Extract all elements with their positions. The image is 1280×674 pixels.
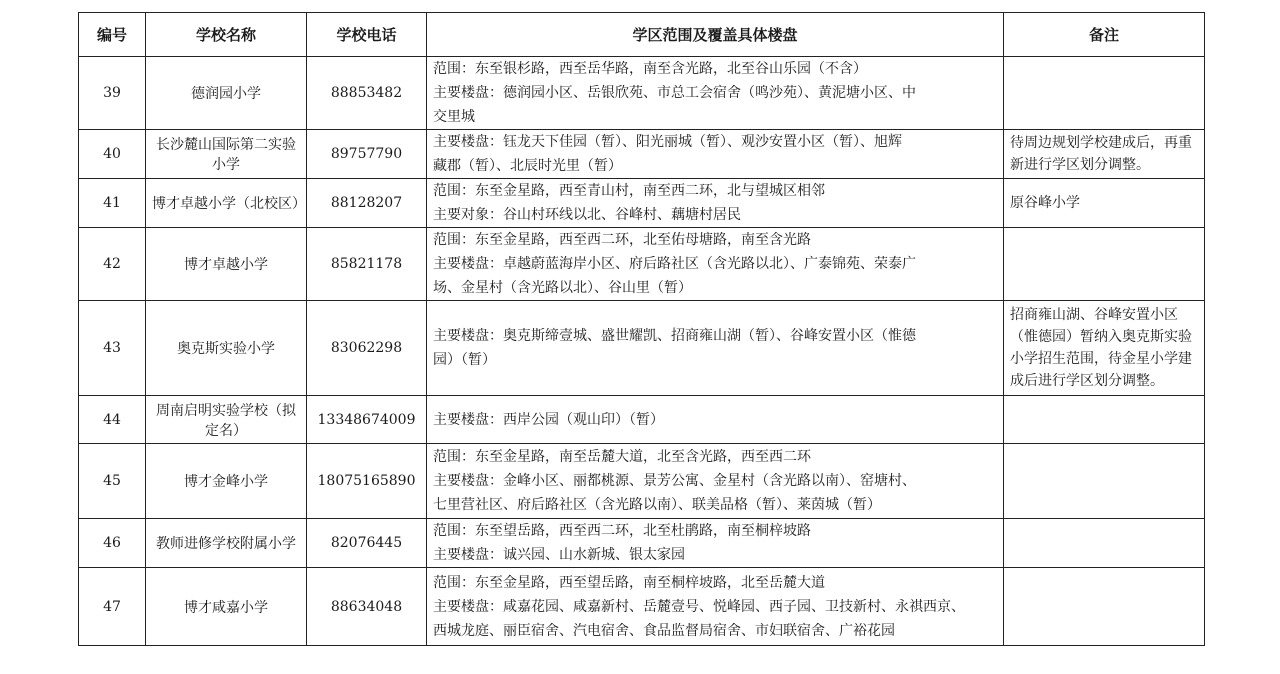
table-row — [79, 444, 1205, 519]
school-name: 教师进修学校附属小学 — [146, 519, 307, 568]
row-number: 39 — [79, 57, 146, 130]
note — [1004, 57, 1205, 130]
district-scope — [427, 519, 1004, 568]
school-phone: 89757790 — [307, 130, 427, 179]
school-name: 周南启明实验学校（拟定名） — [146, 396, 307, 444]
note: 招商雍山湖、谷峰安置小区（惟德园）暂纳入奥克斯实验小学招生范围，待金星小学建成后进行学区划分调整。 — [1004, 301, 1205, 396]
table-row — [79, 228, 1205, 301]
district-scope — [427, 179, 1004, 228]
scope-line: 主要楼盘：金峰小区、丽都桃源、景芳公寓、金星村（含光路以南）、窑塘村、 — [433, 473, 916, 489]
district-scope — [427, 301, 1004, 396]
header-number: 编号 — [79, 13, 146, 57]
row-number: 47 — [79, 568, 146, 646]
note: 待周边规划学校建成后，再重新进行学区划分调整。 — [1004, 130, 1205, 179]
note — [1004, 228, 1205, 301]
scope-line: 场、金星村（含光路以北）、谷山里（暂） — [433, 280, 692, 296]
scope-line: 主要楼盘：钰龙天下佳园（暂）、阳光丽城（暂）、观沙安置小区（暂）、旭辉 — [433, 134, 902, 150]
scope-line: 西城龙庭、丽臣宿舍、汽电宿舍、食品监督局宿舍、市妇联宿舍、广裕花园 — [433, 622, 895, 639]
table-row — [79, 568, 1205, 646]
school-name: 博才卓越小学 — [146, 228, 307, 301]
district-scope — [427, 57, 1004, 130]
district-scope — [427, 568, 1004, 646]
school-phone: 88853482 — [307, 57, 427, 130]
scope-line: 主要楼盘：卓越蔚蓝海岸小区、府后路社区（含光路以北）、广泰锦苑、荣泰广 — [433, 256, 916, 272]
scope-line: 主要楼盘：奥克斯缔壹城、盛世耀凯、招商雍山湖（暂）、谷峰安置小区（惟德 — [433, 328, 916, 344]
school-phone: 82076445 — [307, 519, 427, 568]
district-scope — [427, 130, 1004, 179]
school-phone: 13348674009 — [307, 396, 427, 444]
note — [1004, 444, 1205, 519]
scope-line: 主要对象：谷山村环线以北、谷峰村、藕塘村居民 — [433, 207, 741, 223]
header-school-phone: 学校电话 — [307, 13, 427, 57]
table-row — [79, 57, 1205, 130]
scope-line: 主要楼盘：咸嘉花园、咸嘉新村、岳麓壹号、悦峰园、西子园、卫技新村、永祺西京、 — [433, 598, 965, 615]
school-name: 博才卓越小学（北校区） — [146, 179, 307, 228]
header-school-name: 学校名称 — [146, 13, 307, 57]
scope-line: 范围：东至金星路，南至岳麓大道，北至含光路，西至西二环 — [433, 449, 811, 465]
school-phone: 18075165890 — [307, 444, 427, 519]
scope-line: 范围：东至金星路，西至西二环，北至佑母塘路，南至含光路 — [433, 232, 811, 248]
note — [1004, 568, 1205, 646]
school-name: 博才金峰小学 — [146, 444, 307, 519]
row-number: 41 — [79, 179, 146, 228]
scope-line: 主要楼盘：德润园小区、岳银欣苑、市总工会宿舍（鸣沙苑）、黄泥塘小区、中 — [433, 85, 916, 101]
scope-line: 交里城 — [433, 109, 475, 125]
row-number: 46 — [79, 519, 146, 568]
district-scope — [427, 396, 1004, 444]
row-number: 40 — [79, 130, 146, 179]
row-number: 42 — [79, 228, 146, 301]
scope-line: 范围：东至银杉路，西至岳华路，南至含光路，北至谷山乐园（不含） — [433, 61, 867, 77]
table-row — [79, 179, 1205, 228]
scope-line: 范围：东至望岳路，西至西二环，北至杜鹃路，南至桐梓坡路 — [433, 523, 811, 539]
row-number: 45 — [79, 444, 146, 519]
school-name: 博才咸嘉小学 — [146, 568, 307, 646]
scope-line: 范围：东至金星路，西至望岳路，南至桐梓坡路，北至岳麓大道 — [433, 574, 825, 591]
note: 原谷峰小学 — [1004, 179, 1205, 228]
scope-line: 园）（暂） — [433, 352, 496, 368]
header-note: 备注 — [1004, 13, 1205, 57]
school-name: 长沙麓山国际第二实验小学 — [146, 130, 307, 179]
school-name: 奥克斯实验小学 — [146, 301, 307, 396]
scope-line: 主要楼盘：诚兴园、山水新城、银太家园 — [433, 547, 685, 563]
scope-line: 七里营社区、府后路社区（含光路以南）、联美品格（暂）、莱茵城（暂） — [433, 497, 881, 513]
table-row — [79, 301, 1205, 396]
school-phone: 88634048 — [307, 568, 427, 646]
district-scope — [427, 228, 1004, 301]
table-row — [79, 130, 1205, 179]
table-row — [79, 519, 1205, 568]
row-number: 44 — [79, 396, 146, 444]
school-district-table — [78, 12, 1205, 646]
scope-line: 藏郡（暂）、北辰时光里（暂） — [433, 158, 622, 174]
school-phone: 83062298 — [307, 301, 427, 396]
school-phone: 88128207 — [307, 179, 427, 228]
row-number: 43 — [79, 301, 146, 396]
header-row — [79, 13, 1205, 57]
note — [1004, 396, 1205, 444]
scope-line: 范围：东至金星路，西至青山村，南至西二环，北与望城区相邻 — [433, 183, 825, 199]
district-scope — [427, 444, 1004, 519]
header-district-scope: 学区范围及覆盖具体楼盘 — [427, 13, 1004, 57]
school-name: 德润园小学 — [146, 57, 307, 130]
scope-line: 主要楼盘：西岸公园（观山印）（暂） — [433, 411, 664, 428]
note — [1004, 519, 1205, 568]
table-row — [79, 396, 1205, 444]
school-phone: 85821178 — [307, 228, 427, 301]
